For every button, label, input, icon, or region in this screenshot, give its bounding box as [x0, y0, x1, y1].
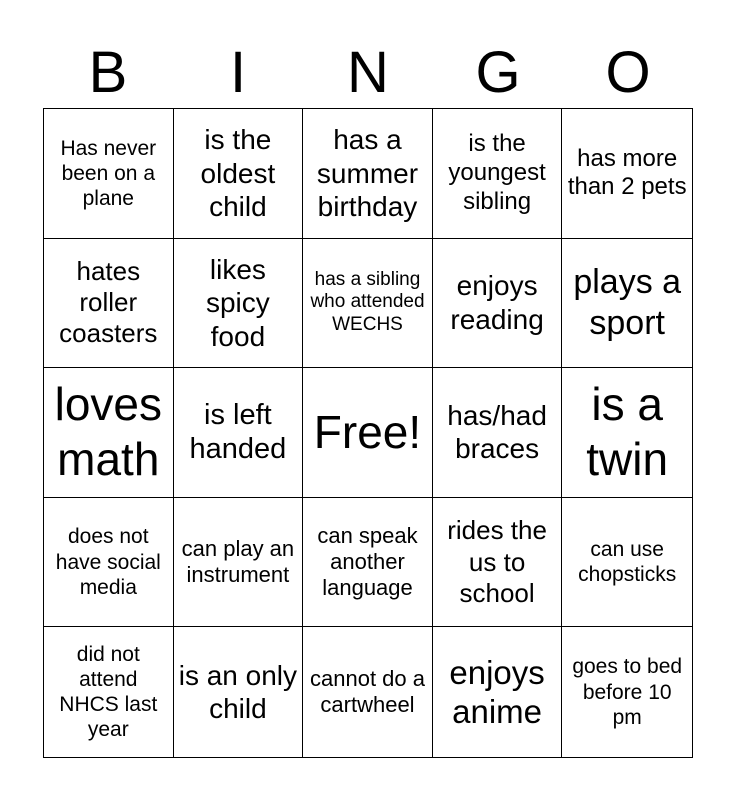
bingo-cell[interactable] — [433, 498, 563, 628]
bingo-cell[interactable] — [433, 109, 563, 239]
bingo-cell-free-space[interactable] — [303, 368, 433, 498]
bingo-cell-text: likes spicy food — [205, 253, 270, 352]
bingo-cell-text: enjoys anime — [449, 653, 545, 731]
bingo-cell-text: goes to bed before 10 pm — [572, 655, 683, 729]
bingo-cell[interactable] — [44, 627, 174, 757]
bingo-cell[interactable] — [303, 109, 433, 239]
bingo-cell-text: did not attend NHCS last year — [59, 642, 158, 742]
bingo-cell-text: is an only child — [178, 659, 298, 725]
bingo-header — [43, 40, 693, 106]
bingo-cell-text: has a sibling who attended WECHS — [310, 268, 425, 336]
bingo-cell-text: enjoys reading — [450, 270, 544, 335]
header-letter-g: G — [475, 40, 521, 105]
bingo-cell-text: is the youngest sibling — [448, 130, 546, 215]
header-letter-o: O — [605, 40, 651, 105]
bingo-cell[interactable] — [44, 498, 174, 628]
bingo-cell-text: is left handed — [189, 398, 287, 466]
bingo-cell[interactable] — [303, 239, 433, 369]
bingo-cell-text: has more than 2 pets — [567, 144, 687, 201]
bingo-cell[interactable] — [562, 498, 692, 628]
header-letter-n: N — [347, 40, 389, 105]
bingo-cell[interactable] — [174, 627, 304, 757]
bingo-cell[interactable] — [174, 239, 304, 369]
bingo-cell[interactable] — [174, 368, 304, 498]
bingo-cell[interactable] — [562, 239, 692, 369]
bingo-cell-text: can use chopsticks — [578, 537, 677, 587]
bingo-cell-text: has a summer birthday — [316, 123, 419, 223]
bingo-cell-text: does not have social media — [55, 525, 161, 599]
bingo-cell[interactable] — [174, 109, 304, 239]
bingo-cell-text: Has never been on a plane — [60, 136, 157, 210]
bingo-cell-text: cannot do a cartwheel — [310, 665, 425, 718]
bingo-cell[interactable] — [562, 627, 692, 757]
header-letter-b: B — [88, 40, 128, 105]
bingo-cell-text: hates roller coasters — [59, 256, 158, 349]
bingo-cell-text: is the oldest child — [200, 123, 276, 223]
bingo-cell-text: rides the us to school — [447, 515, 547, 608]
bingo-cell-text: is a twin — [586, 378, 669, 486]
bingo-cell[interactable] — [303, 627, 433, 757]
bingo-cell[interactable] — [303, 498, 433, 628]
bingo-cell[interactable] — [562, 368, 692, 498]
bingo-cell[interactable] — [433, 627, 563, 757]
bingo-cell-text: can speak another language — [317, 522, 418, 601]
bingo-cell[interactable] — [562, 109, 692, 239]
bingo-cell-text: can play an instrument — [181, 535, 295, 588]
bingo-cell[interactable] — [174, 498, 304, 628]
bingo-board — [43, 108, 693, 758]
bingo-cell[interactable] — [433, 368, 563, 498]
header-letter-i: I — [229, 40, 247, 105]
bingo-cell-text: has/had braces — [447, 399, 547, 465]
bingo-cell-text: plays a sport — [573, 263, 682, 342]
bingo-cell[interactable] — [433, 239, 563, 369]
bingo-cell-text: Free! — [313, 405, 422, 458]
bingo-cell[interactable] — [44, 239, 174, 369]
bingo-cell[interactable] — [44, 368, 174, 498]
bingo-cell[interactable] — [44, 109, 174, 239]
bingo-cell-text: loves math — [54, 378, 162, 486]
